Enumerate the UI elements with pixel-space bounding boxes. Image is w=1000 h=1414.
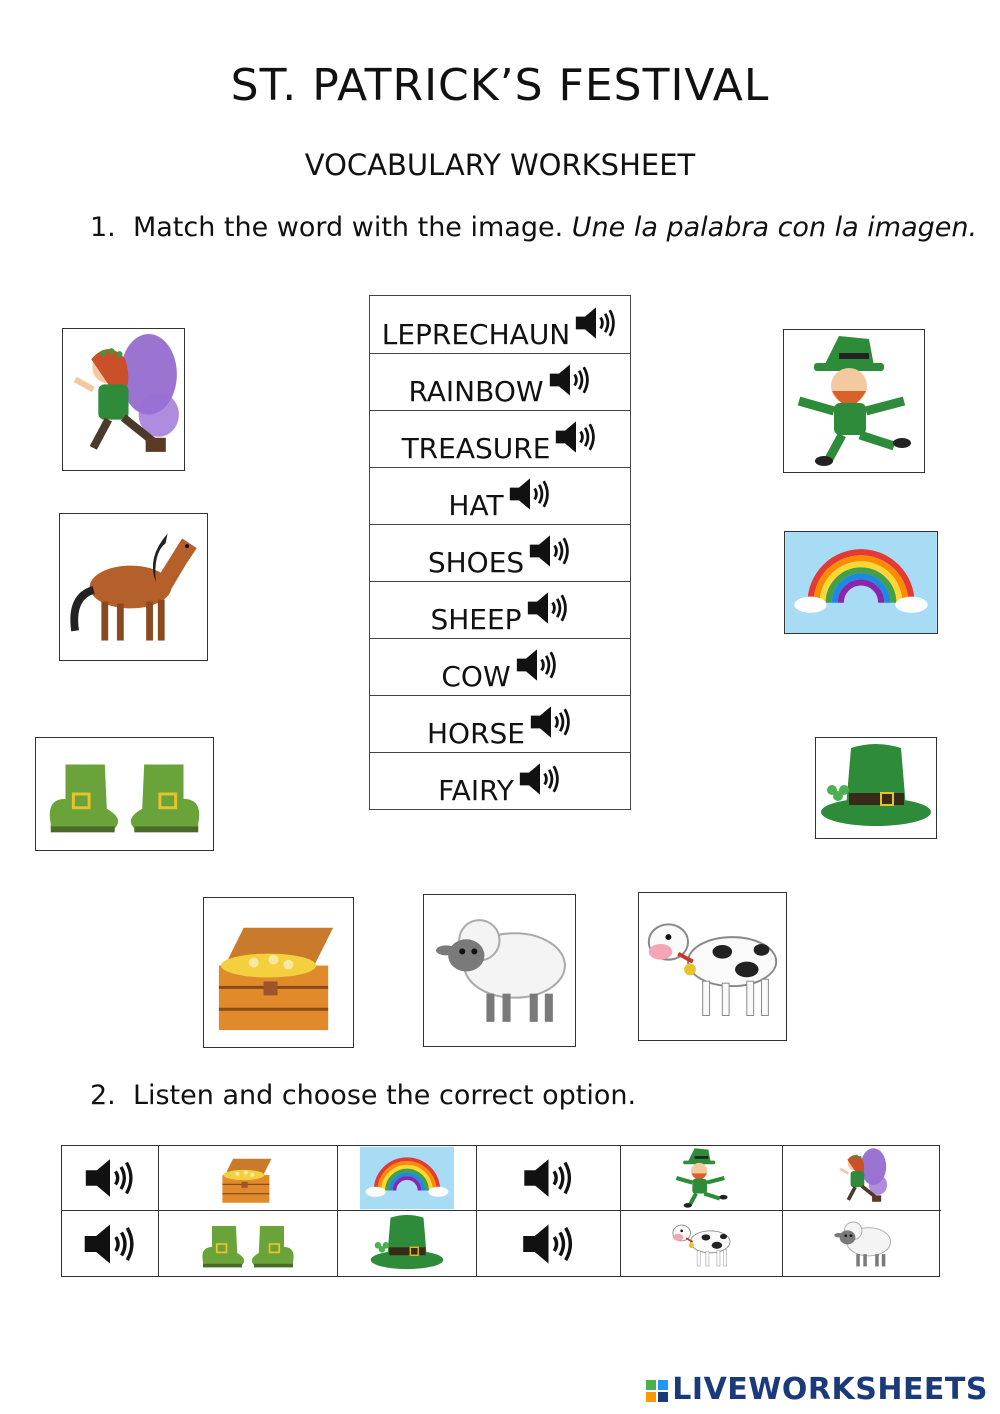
rainbow-image[interactable] [784, 531, 938, 634]
sheep-option[interactable] [783, 1211, 941, 1277]
exercise-2-text: Listen and choose the correct option. [132, 1080, 637, 1111]
word-list [369, 295, 631, 810]
speaker-icon[interactable] [508, 474, 552, 514]
horse-image[interactable] [59, 513, 208, 661]
audio-button[interactable] [477, 1211, 621, 1277]
word-row-fairy[interactable] [370, 752, 630, 809]
treasure-image[interactable] [203, 897, 354, 1048]
speaker-icon[interactable] [554, 417, 598, 457]
exercise-1-instruction [90, 212, 977, 243]
audio-button[interactable] [477, 1146, 621, 1211]
word-label: TREASURE [401, 432, 551, 465]
hat-option[interactable] [338, 1211, 477, 1277]
fairy-image[interactable] [62, 328, 185, 471]
sheep-image[interactable] [423, 894, 576, 1047]
page-subtitle: VOCABULARY WORKSHEET [304, 148, 696, 182]
word-row-hat[interactable] [370, 467, 630, 524]
word-row-cow[interactable] [370, 638, 630, 695]
speaker-icon[interactable] [548, 360, 592, 400]
speaker-icon[interactable] [515, 645, 559, 685]
word-label: HORSE [426, 717, 525, 750]
word-label: SHOES [427, 546, 525, 579]
liveworksheets-logo[interactable] [646, 1372, 988, 1407]
word-label: COW [441, 660, 511, 693]
word-label: SHEEP [430, 603, 522, 636]
exercise-1-text: Match the word with the image. [132, 212, 564, 243]
word-row-rainbow[interactable] [370, 353, 630, 410]
leprechaun-option[interactable] [621, 1146, 783, 1211]
exercise-1-number: 1. [90, 212, 116, 243]
word-row-leprechaun[interactable] [370, 296, 630, 353]
shoes-image[interactable] [35, 737, 214, 851]
cow-image[interactable] [638, 892, 787, 1041]
word-row-sheep[interactable] [370, 581, 630, 638]
audio-button[interactable] [62, 1146, 159, 1211]
word-row-shoes[interactable] [370, 524, 630, 581]
exercise-2-number: 2. [90, 1080, 116, 1111]
speaker-icon[interactable] [518, 759, 562, 799]
brand-text: LIVEWORKSHEETS [672, 1372, 988, 1407]
word-row-horse[interactable] [370, 695, 630, 752]
word-label: FAIRY [438, 774, 514, 807]
word-label: HAT [448, 489, 504, 522]
shoes-option[interactable] [159, 1211, 338, 1277]
cow-option[interactable] [621, 1211, 783, 1277]
exercise-2-instruction [90, 1080, 636, 1111]
rainbow-option[interactable] [338, 1146, 477, 1211]
leprechaun-image[interactable] [783, 329, 925, 473]
word-label: RAINBOW [408, 375, 544, 408]
word-row-treasure[interactable] [370, 410, 630, 467]
choice-grid [61, 1145, 940, 1277]
speaker-icon[interactable] [528, 531, 572, 571]
speaker-icon[interactable] [529, 702, 573, 742]
exercise-1-text-es: Une la palabra con la imagen. [571, 212, 978, 243]
fairy-option[interactable] [783, 1146, 941, 1211]
word-label: LEPRECHAUN [381, 318, 571, 351]
liveworksheets-logo-icon [646, 1380, 668, 1402]
hat-image[interactable] [815, 737, 937, 839]
audio-button[interactable] [62, 1211, 159, 1277]
treasure-option[interactable] [159, 1146, 338, 1211]
page-title: ST. PATRICK’S FESTIVAL [230, 60, 770, 111]
speaker-icon[interactable] [526, 588, 570, 628]
speaker-icon[interactable] [574, 303, 618, 343]
